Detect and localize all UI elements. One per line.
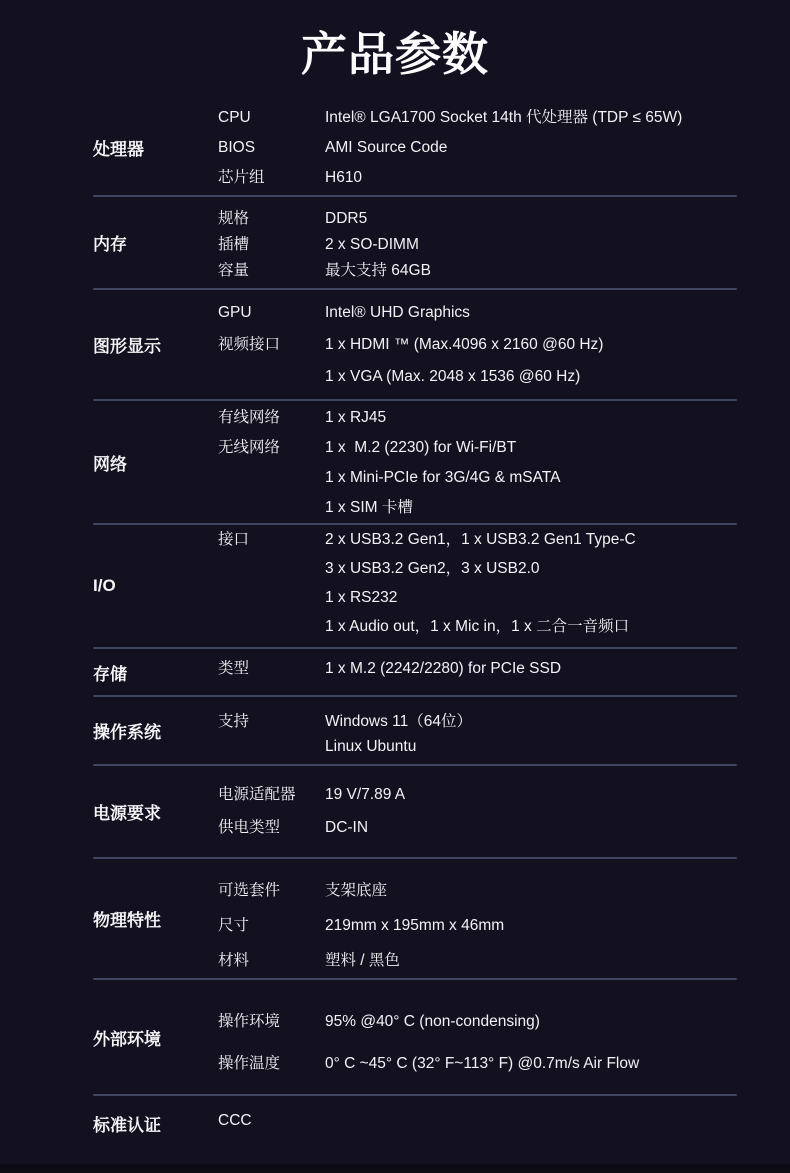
spec-label: 类型 xyxy=(218,660,250,677)
spec-row xyxy=(218,908,737,943)
spec-value: 19 V/7.89 A xyxy=(325,786,406,803)
spec-category: 操作系统 xyxy=(93,723,161,742)
spec-section xyxy=(93,1096,737,1150)
spec-value: 1 x SIM 卡槽 xyxy=(325,499,413,516)
spec-values xyxy=(325,403,737,433)
spec-value: 1 x M.2 (2230) for Wi-Fi/BT xyxy=(325,439,517,456)
spec-value: 塑料 / 黑色 xyxy=(325,952,400,969)
spec-row xyxy=(218,654,737,684)
spec-label: CPU xyxy=(218,109,251,126)
spec-row xyxy=(218,297,737,329)
spec-table xyxy=(93,100,737,1150)
spec-row xyxy=(218,525,737,641)
spec-value: Intel® UHD Graphics xyxy=(325,304,470,321)
spec-values xyxy=(325,103,737,133)
spec-rows xyxy=(218,649,737,695)
spec-label: 有线网络 xyxy=(218,409,281,426)
spec-value: 1 x M.2 (2242/2280) for PCIe SSD xyxy=(325,660,562,677)
spec-values xyxy=(325,778,737,811)
spec-values xyxy=(325,258,737,284)
spec-value: 219mm x 195mm x 46mm xyxy=(325,917,505,934)
spec-values xyxy=(325,943,737,978)
spec-row xyxy=(218,1106,737,1136)
spec-values xyxy=(325,206,737,232)
spec-label: 无线网络 xyxy=(218,439,281,456)
spec-category: 图形显示 xyxy=(93,337,161,356)
spec-category: 物理特性 xyxy=(93,911,161,930)
spec-row xyxy=(218,811,737,844)
spec-value: 1 x Mini-PCIe for 3G/4G & mSATA xyxy=(325,469,561,486)
spec-category: 外部环境 xyxy=(93,1029,161,1049)
spec-value: 1 x RJ45 xyxy=(325,409,387,426)
spec-section xyxy=(93,525,737,647)
spec-value: 支架底座 xyxy=(325,882,388,899)
spec-label: 材料 xyxy=(218,952,250,969)
spec-value: AMI Source Code xyxy=(325,139,448,156)
spec-row xyxy=(218,403,737,433)
spec-value: 2 x SO-DIMM xyxy=(325,236,419,253)
spec-label: 视频接口 xyxy=(218,336,281,353)
spec-value: Windows 11（64位） xyxy=(325,713,473,730)
spec-row xyxy=(218,1043,737,1085)
spec-value: DC-IN xyxy=(325,819,369,836)
spec-row xyxy=(218,258,737,284)
spec-values xyxy=(325,525,737,641)
spec-value: H610 xyxy=(325,169,363,186)
spec-values xyxy=(325,163,737,193)
spec-values xyxy=(325,1001,737,1043)
spec-values xyxy=(325,433,737,523)
spec-row xyxy=(218,206,737,232)
spec-rows xyxy=(218,766,737,857)
spec-rows xyxy=(218,100,737,195)
spec-label: 尺寸 xyxy=(218,917,250,934)
spec-section xyxy=(93,649,737,695)
spec-section xyxy=(93,100,737,195)
spec-label: 电源适配器 xyxy=(218,786,296,803)
spec-category: I/O xyxy=(93,576,116,595)
spec-value: 1 x HDMI ™ (Max.4096 x 2160 @60 Hz) xyxy=(325,336,604,353)
spec-value: DDR5 xyxy=(325,210,368,227)
spec-label: 可选套件 xyxy=(218,882,281,899)
spec-category: 标准认证 xyxy=(93,1115,161,1135)
spec-value: 95% @40° C (non-condensing) xyxy=(325,1013,540,1030)
spec-row xyxy=(218,329,737,393)
spec-section xyxy=(93,197,737,288)
bottom-strip xyxy=(0,1164,790,1173)
spec-row xyxy=(218,103,737,133)
spec-section xyxy=(93,980,737,1094)
spec-row xyxy=(218,1001,737,1043)
spec-row xyxy=(218,163,737,193)
spec-values xyxy=(325,133,737,163)
spec-section xyxy=(93,697,737,764)
spec-values xyxy=(325,811,737,844)
spec-section xyxy=(93,766,737,857)
spec-values xyxy=(325,654,737,684)
spec-label: 规格 xyxy=(218,210,250,227)
spec-rows xyxy=(218,1096,737,1150)
spec-label: 支持 xyxy=(218,713,250,730)
page-title: 产品参数 xyxy=(301,28,489,80)
spec-section xyxy=(93,290,737,399)
spec-value: 1 x RS232 xyxy=(325,589,398,606)
spec-values xyxy=(325,297,737,329)
spec-value: 3 x USB3.2 Gen2，3 x USB2.0 xyxy=(325,560,540,577)
spec-value: 1 x Audio out，1 x Mic in，1 x 二合一音频口 xyxy=(325,618,630,635)
spec-value: 2 x USB3.2 Gen1，1 x USB3.2 Gen1 Type-C xyxy=(325,531,636,548)
spec-label: GPU xyxy=(218,304,252,321)
spec-value: 最大支持 64GB xyxy=(325,262,431,279)
spec-category: 网络 xyxy=(93,454,127,474)
spec-values xyxy=(325,709,737,759)
spec-row xyxy=(218,943,737,978)
spec-value: 1 x VGA (Max. 2048 x 1536 @60 Hz) xyxy=(325,368,581,385)
spec-label: BIOS xyxy=(218,139,256,156)
spec-row xyxy=(218,709,737,759)
spec-row xyxy=(218,232,737,258)
spec-values xyxy=(325,1043,737,1085)
spec-rows xyxy=(218,401,737,523)
spec-label: 供电类型 xyxy=(218,819,281,836)
spec-values xyxy=(325,329,737,393)
spec-label: 容量 xyxy=(218,262,250,279)
spec-label: 接口 xyxy=(218,531,250,548)
spec-values xyxy=(325,1106,737,1136)
spec-category: 电源要求 xyxy=(93,804,161,823)
spec-row xyxy=(218,778,737,811)
spec-rows xyxy=(218,525,737,647)
spec-row xyxy=(218,433,737,523)
spec-section xyxy=(93,859,737,978)
spec-section xyxy=(93,401,737,523)
spec-rows xyxy=(218,197,737,288)
spec-label: 插槽 xyxy=(218,236,250,253)
spec-label: 操作温度 xyxy=(218,1055,281,1072)
spec-value: Linux Ubuntu xyxy=(325,738,417,755)
spec-rows xyxy=(218,859,737,978)
spec-values xyxy=(325,873,737,908)
spec-category: 处理器 xyxy=(93,140,144,159)
spec-rows xyxy=(218,290,737,399)
spec-label: 芯片组 xyxy=(218,169,265,186)
spec-row xyxy=(218,133,737,163)
spec-value: Intel® LGA1700 Socket 14th 代处理器 (TDP ≤ 65W) xyxy=(325,109,683,126)
spec-rows xyxy=(218,980,737,1094)
spec-rows xyxy=(218,697,737,764)
spec-values xyxy=(325,232,737,258)
spec-row xyxy=(218,873,737,908)
spec-label: CCC xyxy=(218,1112,252,1129)
spec-value: 0° C ~45° C (32° F~113° F) @0.7m/s Air Flow xyxy=(325,1055,640,1072)
spec-label: 操作环境 xyxy=(218,1013,281,1030)
spec-values xyxy=(325,908,737,943)
spec-category: 内存 xyxy=(93,235,127,254)
spec-category: 存储 xyxy=(93,664,127,684)
